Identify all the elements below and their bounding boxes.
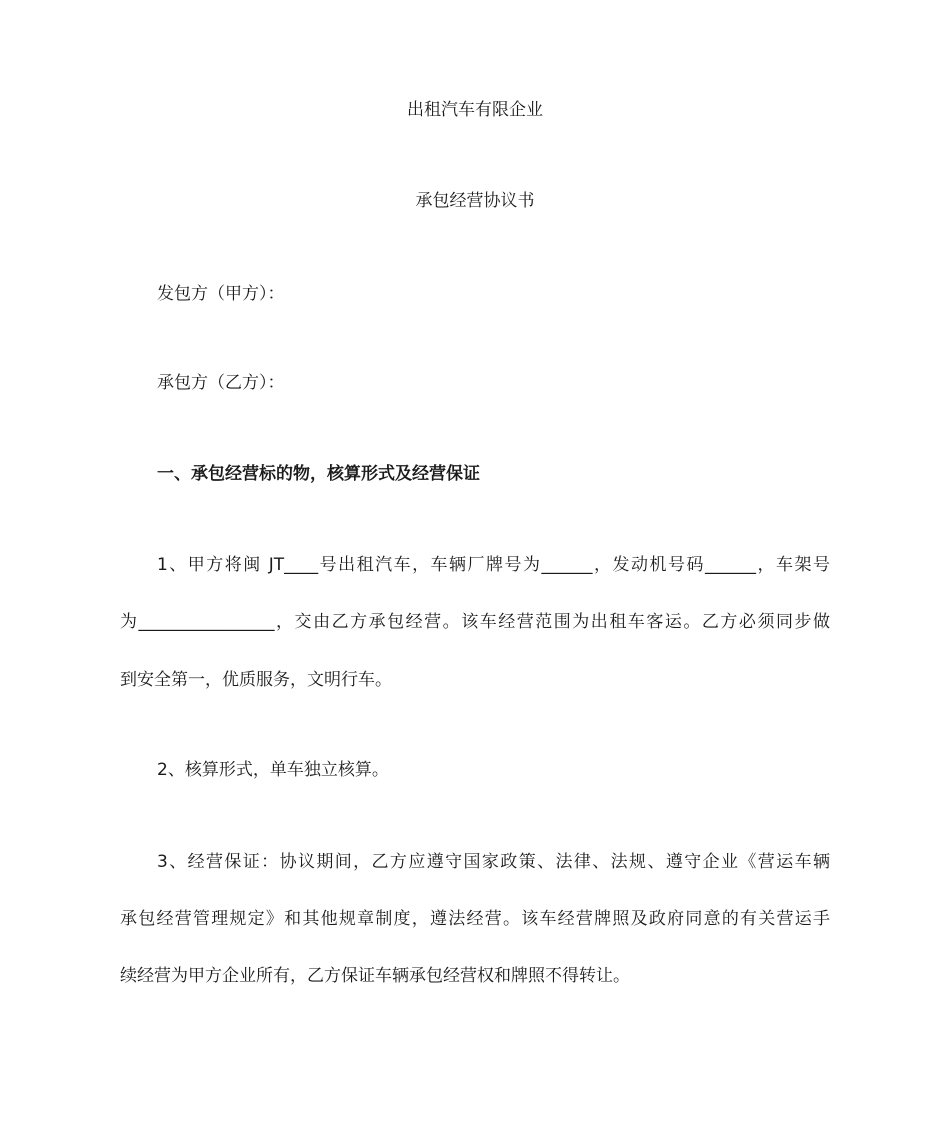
- clause-1-line-1: 1、甲方将闽 JT____号出租汽车，车辆厂牌号为______，发动机号码______，车架号: [157, 555, 830, 575]
- company-title: 出租汽车有限企业: [407, 100, 543, 120]
- section-1-heading: 一、承包经营标的物，核算形式及经营保证: [157, 464, 480, 484]
- clause-2: 2、核算形式，单车独立核算。: [157, 760, 389, 780]
- party-b-label: 承包方（乙方）：: [157, 373, 285, 393]
- clause-3-line-3: 续经营为甲方企业所有，乙方保证车辆承包经营权和牌照不得转让。: [120, 966, 630, 986]
- clause-3-line-2: 承包经营管理规定》和其他规章制度，遵法经营。该车经营牌照及政府同意的有关营运手: [120, 909, 830, 929]
- clause-1-line-2: 为________________，交由乙方承包经营。该车经营范围为出租车客运。乙方必须同步做: [120, 612, 830, 632]
- party-a-label: 发包方（甲方）：: [157, 284, 285, 304]
- clause-3-line-1: 3、经营保证：协议期间，乙方应遵守国家政策、法律、法规、遵守企业《营运车辆: [157, 852, 830, 872]
- document-title: 承包经营协议书: [415, 191, 535, 211]
- clause-1-line-3: 到安全第一，优质服务，文明行车。: [120, 670, 392, 690]
